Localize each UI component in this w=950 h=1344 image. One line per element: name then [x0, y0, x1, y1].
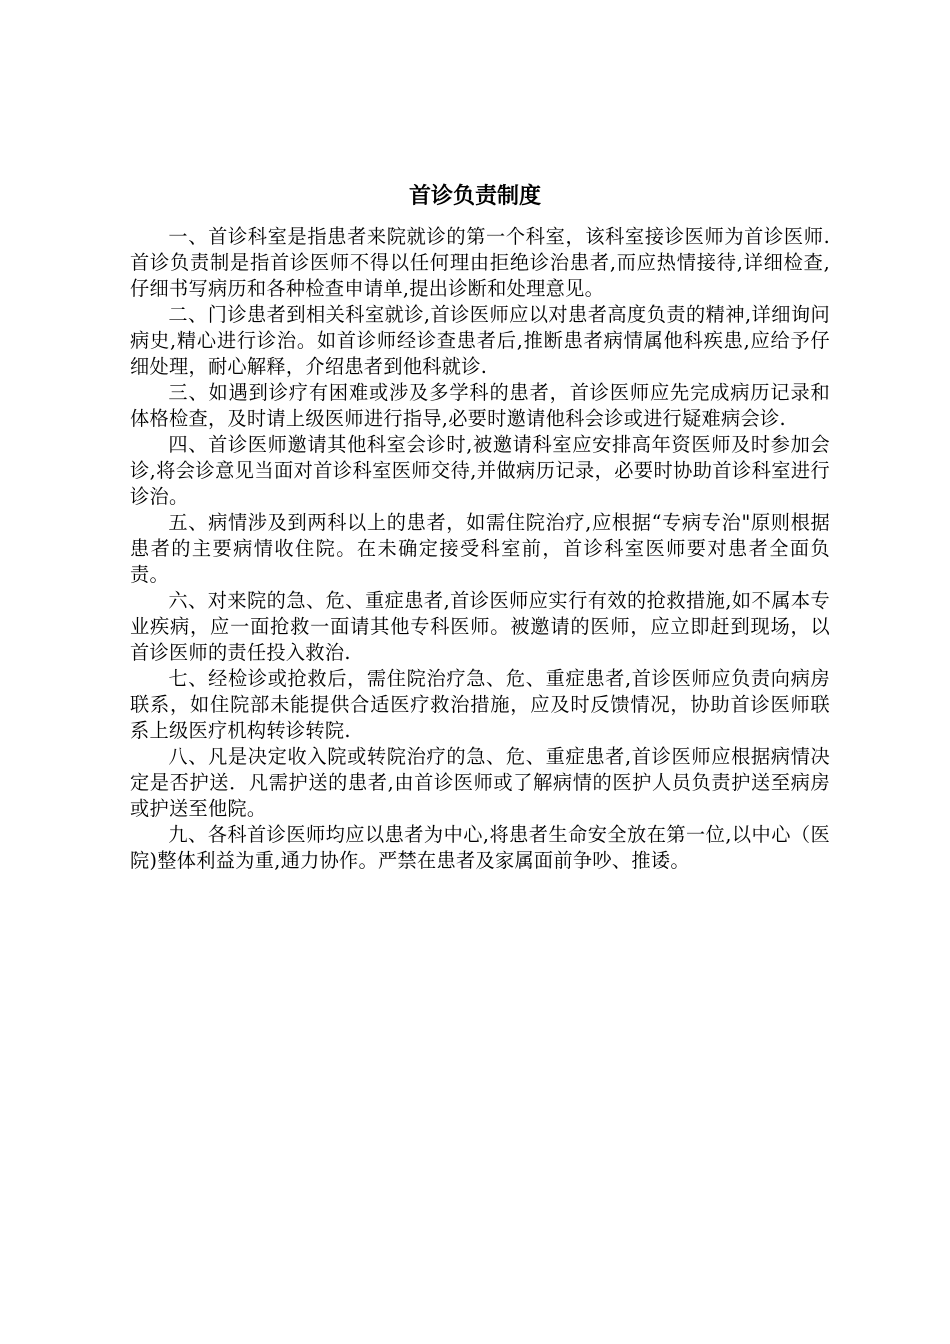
paragraph-8: 八、凡是决定收入院或转院治疗的急、危、重症患者,首诊医师应根据病情决定是否护送．凡需护送的患者,由首诊医师或了解病情的医护人员负责护送至病房或护送至他院。 [130, 745, 830, 820]
paragraph-5: 五、病情涉及到两科以上的患者，如需住院治疗,应根据“专病专治"原则根据患者的主要病情收住院。在未确定接受科室前，首诊科室医师要对患者全面负责。 [130, 511, 830, 586]
document-body [130, 224, 830, 874]
paragraph-2: 二、门诊患者到相关科室就诊,首诊医师应以对患者高度负责的精神,详细询问病史,精心进行诊治。如首诊师经诊查患者后,推断患者病情属他科疾患,应给予仔细处理，耐心解释，介绍患者到他科就诊. [130, 303, 830, 378]
document-title: 首诊负责制度 [408, 183, 541, 209]
paragraph-9: 九、各科首诊医师均应以患者为中心,将患者生命安全放在第一位,以中心（医院)整体利益为重,通力协作。严禁在患者及家属面前争吵、推诿。 [130, 823, 830, 872]
paragraph-4: 四、首诊医师邀请其他科室会诊时,被邀请科室应安排高年资医师及时参加会诊,将会诊意见当面对首诊科室医师交待,并做病历记录，必要时协助首诊科室进行诊治。 [130, 433, 830, 508]
paragraph-7: 七、经检诊或抢救后，需住院治疗急、危、重症患者,首诊医师应负责向病房联系，如住院部未能提供合适医疗救治措施，应及时反馈情况，协助首诊医师联系上级医疗机构转诊转院. [130, 667, 830, 742]
paragraph-6: 六、对来院的急、危、重症患者,首诊医师应实行有效的抢救措施,如不属本专业疾病，应一面抢救一面请其他专科医师。被邀请的医师，应立即赶到现场，以首诊医师的责任投入救治. [130, 589, 830, 664]
paragraph-3: 三、如遇到诊疗有困难或涉及多学科的患者，首诊医师应先完成病历记录和体格检查，及时请上级医师进行指导,必要时邀请他科会诊或进行疑难病会诊. [130, 381, 830, 430]
paragraph-1: 一、首诊科室是指患者来院就诊的第一个科室，该科室接诊医师为首诊医师.首诊负责制是指首诊医师不得以任何理由拒绝诊治患者,而应热情接待,详细检查,仔细书写病历和各种检查申请单,提出诊断和处理意见。 [130, 225, 830, 300]
